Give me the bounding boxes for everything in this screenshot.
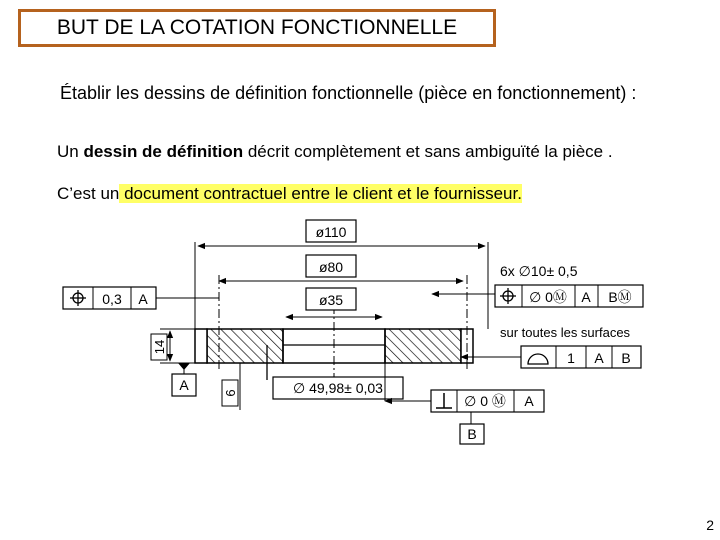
fcf-holes-datum2: BⓂ — [608, 289, 632, 305]
contract-highlight: document contractuel entre le client et le fournisseur. — [119, 184, 522, 203]
dim-d110: ø110 — [315, 224, 347, 240]
intro-text: Établir les dessins de définition fonctionnelle (pièce en fonctionnement) : — [60, 83, 637, 103]
fcf-position — [63, 287, 156, 309]
datum-b — [460, 412, 484, 444]
fcf-holes — [495, 285, 643, 307]
definition-suffix: décrit complètement et sans ambiguïté la pièce . — [243, 142, 613, 161]
fcf-holes-datum1: A — [581, 289, 591, 305]
contract-prefix: C’est un — [57, 184, 120, 203]
datum-b-label: B — [467, 426, 477, 442]
hatch-left — [207, 329, 283, 363]
fcf-profile-datum1: A — [594, 350, 604, 366]
fcf-perp — [431, 390, 544, 412]
fcf-holes-tol: ∅ 0Ⓜ — [529, 289, 567, 305]
definition-prefix: Un — [57, 142, 84, 161]
fcf-position-datum: A — [138, 291, 148, 307]
slide-title-text: BUT DE LA COTATION FONCTIONNELLE — [56, 16, 458, 39]
dim-6: 6 — [223, 389, 238, 397]
fcf-profile-tol: 1 — [567, 350, 575, 366]
hatch-right — [385, 329, 461, 363]
datum-a — [172, 363, 196, 396]
note-surfaces: sur toutes les surfaces — [500, 325, 631, 340]
dim-d80: ø80 — [318, 259, 344, 275]
fcf-perp-tol: ∅ 0 Ⓜ — [464, 393, 506, 409]
definition-bold: dessin de définition — [83, 142, 244, 161]
dim-d35: ø35 — [318, 292, 344, 308]
fcf-profile-datum2: B — [621, 350, 631, 366]
page-number: 2 — [706, 517, 714, 533]
datum-a-label: A — [179, 377, 189, 393]
dim-holes: 6x ∅10± 0,5 — [500, 263, 578, 279]
fcf-position-tol: 0,3 — [102, 291, 122, 307]
dim-bore: ∅ 49,98± 0,03 — [293, 380, 383, 396]
fcf-perp-datum: A — [524, 393, 534, 409]
hole-left — [195, 329, 207, 363]
dim-14: 14 — [152, 339, 167, 355]
fcf-profile — [521, 346, 641, 368]
